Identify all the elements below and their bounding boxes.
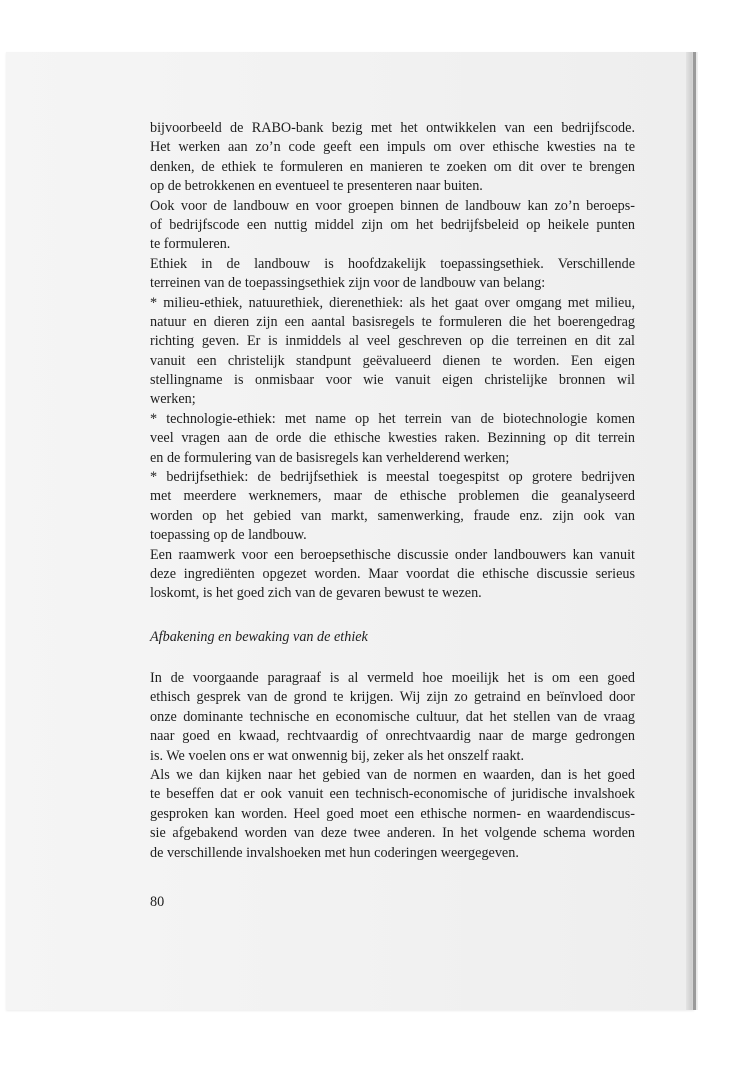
body-text-paragraph-2 [150,669,635,863]
text-line: werken; [150,391,196,408]
text-line: te formuleren. [150,236,231,253]
section-heading: Afbakening en bewaking van de ethiek [150,629,368,645]
text-line: In de voorgaande paragraaf is al vermeld hoe moeilijk het is om een goed [150,670,635,686]
text-line: deze ingrediënten opgezet worden. Maar voordat die ethische discussie serieus [150,565,635,582]
page-number: 80 [150,894,165,910]
text-line: vanuit een christelijk standpunt geëvalueerd dienen te worden. Een eigen [150,352,635,369]
text-line: de verschillende invalshoeken met hun coderingen weergegeven. [150,844,519,861]
text-line: is. We voelen ons er wat onwennig bij, zeker als het onszelf raakt. [150,747,525,764]
page-edge-line [693,52,696,1010]
text-line: richting geven. Er is inmiddels al veel geschreven op die terreinen en dit zal [150,333,635,350]
text-line: naar goed en kwaad, rechtvaardig of onrechtvaardig naar de marge gedrongen [150,728,635,745]
text-line: gesproken kan worden. Heel goed moet een ethische normen- en waardendiscus- [150,805,635,822]
text-line: terreinen van de toepassingsethiek zijn voor de landbouw van belang: [150,275,546,292]
text-line: bijvoorbeeld de RABO-bank bezig met het ontwikkelen van een bedrijfscode. [150,120,635,136]
text-line: worden op het gebied van markt, samenwerking, fraude enz. zijn ook van [150,507,635,524]
text-line: te beseffen dat er ook vanuit een technisch-economische of juridische invalshoek [150,786,635,803]
text-line: loskomt, is het goed zich van de gevaren bewust te wezen. [150,585,482,602]
text-line: toepassing op de landbouw. [150,527,307,544]
text-line: onze dominante technische en economische cultuur, dat het stellen van de vraag [150,708,635,725]
text-line: op de betrokkenen en eventueel te presenteren naar buiten. [150,178,483,195]
body-text-paragraph-1 [150,119,635,604]
text-line: Als we dan kijken naar het gebied van de normen en waarden, dan is het goed [150,766,635,783]
text-line: met meerdere werknemers, maar de ethische problemen die geanalyseerd [150,488,635,505]
text-line: * technologie-ethiek: met name op het terrein van de biotechnologie komen [150,410,635,427]
text-line: Het werken aan zo’n code geeft een impuls om over ethische kwesties na te [150,139,635,156]
text-line: ethisch gesprek van de grond te krijgen. Wij zijn zo getraind en beïnvloed door [150,689,635,706]
text-line: denken, de ethiek te formuleren en manieren te zoeken om dit over te brengen [150,158,635,175]
text-line: of bedrijfscode een nuttig middel zijn om het bedrijfsbeleid op heikele punten [150,216,635,233]
text-line: en de formulering van de basisregels kan verhelderend werken; [150,449,510,466]
text-line: * milieu-ethiek, natuurethiek, dierenethiek: als het gaat over omgang met milieu, [150,294,635,311]
text-line: Een raamwerk voor een beroepsethische discussie onder landbouwers kan vanuit [150,546,635,563]
text-line: Ook voor de landbouw en voor groepen binnen de landbouw kan zo’n beroeps- [150,197,635,214]
text-line: veel vragen aan de orde die ethische kwesties raken. Bezinning op dit terrein [150,430,635,447]
text-line: * bedrijfsethiek: de bedrijfsethiek is meestal toegespitst op grotere bedrijven [150,469,635,486]
text-line: Ethiek in de landbouw is hoofdzakelijk toepassingsethiek. Verschillende [150,255,635,272]
text-line: natuur en dieren zijn een aantal basisregels te formuleren die het boerengedrag [150,313,635,330]
page-edge-shadow [686,52,698,1010]
text-line: sie afgebakend worden van deze twee anderen. In het volgende schema worden [150,825,635,842]
text-line: stellingname is onmisbaar voor wie vanuit eigen christelijke bronnen wil [150,372,635,389]
